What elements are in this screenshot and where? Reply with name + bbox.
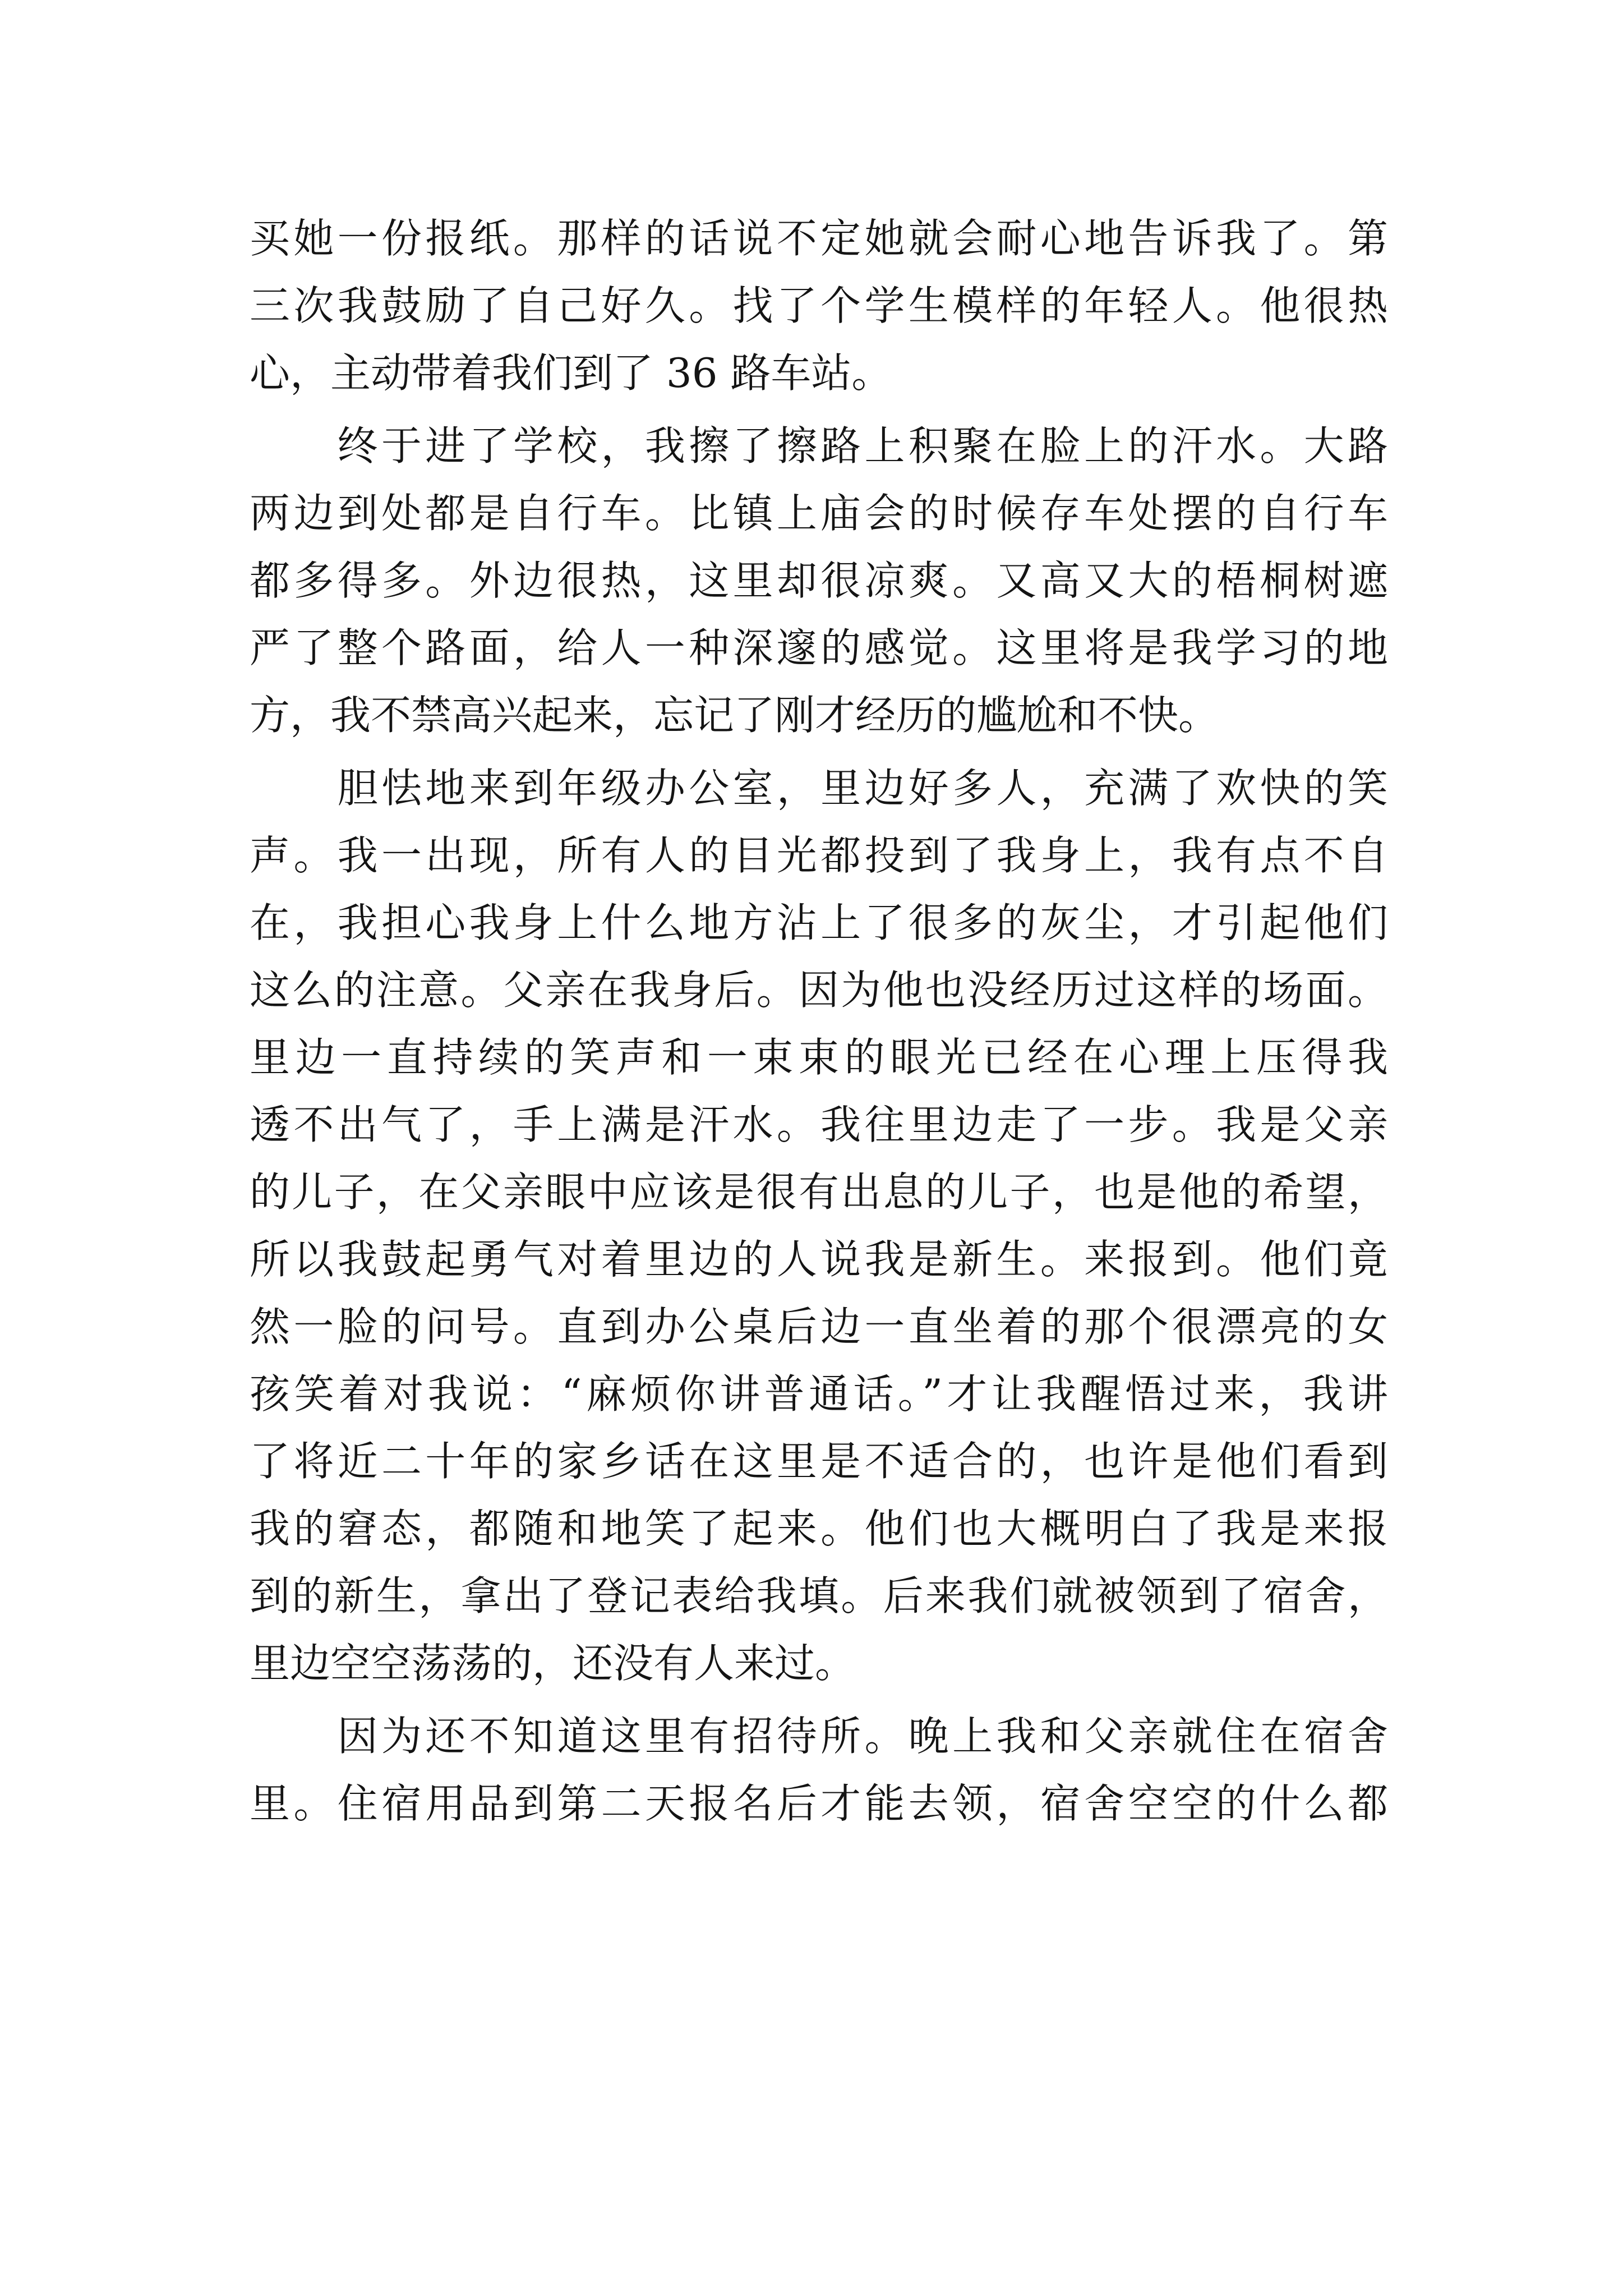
text-line: 里。住宿用品到第二天报名后才能去领，宿舍空空的什么都 bbox=[250, 1780, 1388, 1827]
text-line: 心，主动带着我们到了 36 路车站。 bbox=[250, 349, 892, 397]
text-line: 的儿子，在父亲眼中应该是很有出息的儿子，也是他的希望， bbox=[250, 1168, 1388, 1216]
text-line: 透不出气了，手上满是汗水。我往里边走了一步。我是父亲 bbox=[250, 1101, 1388, 1148]
text-line: 里边一直持续的笑声和一束束的眼光已经在心理上压得我 bbox=[250, 1034, 1388, 1081]
text-line: 这么的注意。父亲在我身后。因为他也没经历过这样的场面。 bbox=[250, 967, 1388, 1014]
text-line: 所以我鼓起勇气对着里边的人说我是新生。来报到。他们竟 bbox=[250, 1236, 1388, 1283]
text-line: 胆怯地来到年级办公室，里边好多人，充满了欢快的笑 bbox=[250, 765, 1388, 812]
body-text bbox=[250, 205, 1388, 1837]
text-line: 三次我鼓励了自己好久。找了个学生模样的年轻人。他很热 bbox=[250, 282, 1388, 329]
text-line: 都多得多。外边很热，这里却很凉爽。又高又大的梧桐树遮 bbox=[250, 557, 1388, 604]
text-line: 买她一份报纸。那样的话说不定她就会耐心地告诉我了。第 bbox=[250, 215, 1388, 262]
text-line: 我的窘态，都随和地笑了起来。他们也大概明白了我是来报 bbox=[250, 1505, 1388, 1552]
paragraph-3 bbox=[250, 754, 1388, 1697]
text-line: 了将近二十年的家乡话在这里是不适合的，也许是他们看到 bbox=[250, 1438, 1388, 1485]
text-line: 两边到处都是自行车。比镇上庙会的时候存车处摆的自行车 bbox=[250, 490, 1388, 537]
paragraph-4 bbox=[250, 1703, 1388, 1837]
text-line: 孩笑着对我说：“麻烦你讲普通话。”才让我醒悟过来，我讲 bbox=[250, 1370, 1388, 1418]
text-line: 声。我一出现，所有人的目光都投到了我身上，我有点不自 bbox=[250, 832, 1388, 879]
text-line: 到的新生，拿出了登记表给我填。后来我们就被领到了宿舍， bbox=[250, 1572, 1388, 1619]
text-line: 因为还不知道这里有招待所。晚上我和父亲就住在宿舍 bbox=[250, 1713, 1388, 1760]
text-line: 在，我担心我身上什么地方沾上了很多的灰尘，才引起他们 bbox=[250, 899, 1388, 946]
text-line: 终于进了学校，我擦了擦路上积聚在脸上的汗水。大路 bbox=[250, 422, 1388, 470]
text-line: 严了整个路面，给人一种深邃的感觉。这里将是我学习的地 bbox=[250, 624, 1388, 671]
text-line: 里边空空荡荡的，还没有人来过。 bbox=[250, 1640, 856, 1687]
paragraph-1 bbox=[250, 205, 1388, 407]
paragraph-2 bbox=[250, 412, 1388, 749]
text-line: 然一脸的问号。直到办公桌后边一直坐着的那个很漂亮的女 bbox=[250, 1303, 1388, 1350]
text-line: 方，我不禁高兴起来，忘记了刚才经历的尴尬和不快。 bbox=[250, 692, 1219, 739]
